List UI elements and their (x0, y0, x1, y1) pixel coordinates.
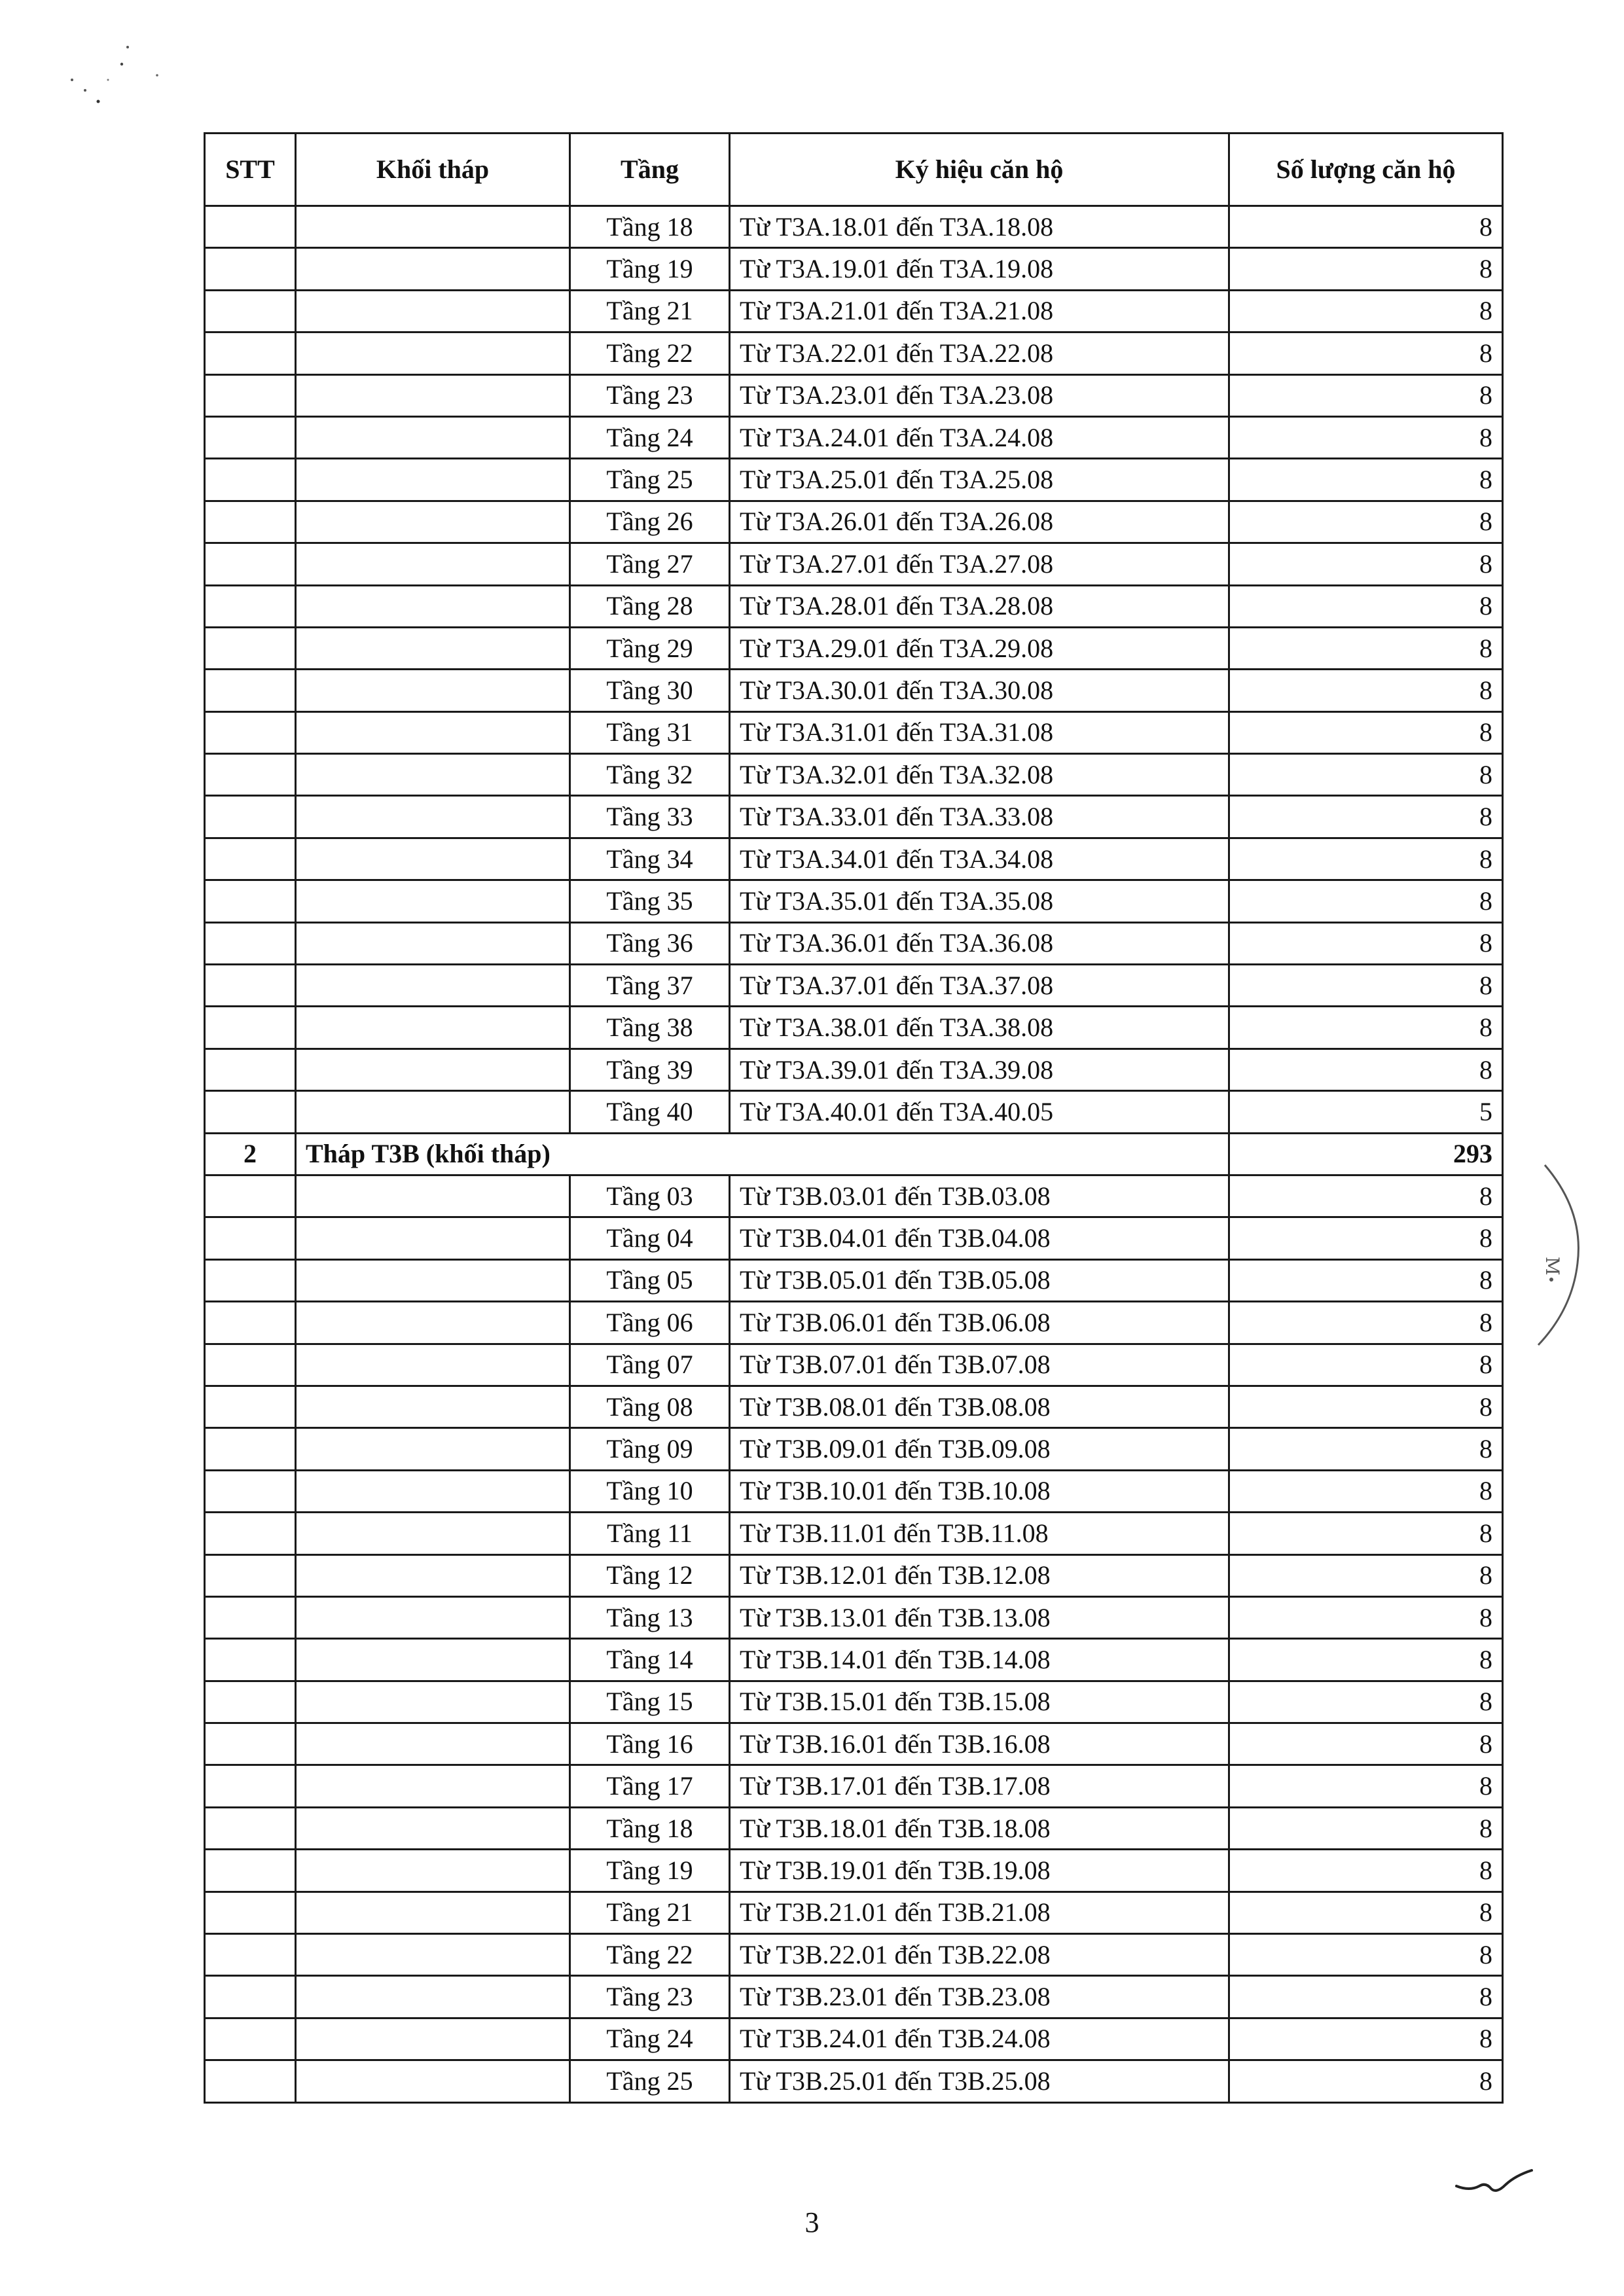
cell-stt (205, 1934, 296, 1976)
table-row (205, 1976, 1503, 2018)
table-row (205, 880, 1503, 922)
cell-ky-hieu: Từ T3B.23.01 đến T3B.23.08 (730, 1976, 1229, 2018)
cell-stt (205, 838, 296, 880)
cell-so-luong: 8 (1229, 585, 1503, 627)
table-row (205, 2060, 1503, 2102)
cell-stt (205, 1807, 296, 1849)
table-row (205, 332, 1503, 374)
table-row (205, 1007, 1503, 1049)
table-row (205, 1091, 1503, 1133)
cell-khoi-thap (296, 1217, 570, 1259)
table-row (205, 1259, 1503, 1301)
table-row (205, 248, 1503, 290)
cell-khoi-thap (296, 1850, 570, 1892)
group-khoi-thap: Tháp T3B (khối tháp) (296, 1133, 1229, 1175)
cell-tang: Tầng 25 (570, 459, 730, 501)
cell-tang: Tầng 13 (570, 1596, 730, 1638)
stamp-mark (1532, 1158, 1591, 1355)
cell-stt (205, 965, 296, 1007)
cell-stt (205, 796, 296, 838)
cell-stt (205, 1217, 296, 1259)
cell-khoi-thap (296, 332, 570, 374)
table-row (205, 1681, 1503, 1723)
cell-tang: Tầng 28 (570, 585, 730, 627)
cell-khoi-thap (296, 1007, 570, 1049)
cell-so-luong: 8 (1229, 1217, 1503, 1259)
cell-so-luong: 8 (1229, 290, 1503, 332)
cell-so-luong: 8 (1229, 1639, 1503, 1681)
cell-so-luong: 8 (1229, 1723, 1503, 1765)
cell-so-luong: 8 (1229, 206, 1503, 248)
table-header-row (205, 134, 1503, 206)
cell-stt (205, 1850, 296, 1892)
cell-stt (205, 543, 296, 585)
cell-tang: Tầng 12 (570, 1554, 730, 1596)
cell-so-luong: 8 (1229, 1049, 1503, 1090)
cell-khoi-thap (296, 1470, 570, 1512)
cell-so-luong: 8 (1229, 1513, 1503, 1554)
cell-tang: Tầng 21 (570, 290, 730, 332)
table-row (205, 1302, 1503, 1344)
table-row (205, 1850, 1503, 1892)
cell-tang: Tầng 27 (570, 543, 730, 585)
cell-stt (205, 922, 296, 964)
cell-ky-hieu: Từ T3B.03.01 đến T3B.03.08 (730, 1175, 1229, 1217)
table-row (205, 206, 1503, 248)
table-row (205, 1934, 1503, 1976)
cell-tang: Tầng 36 (570, 922, 730, 964)
table-row (205, 1470, 1503, 1512)
header-tang: Tầng (570, 134, 730, 206)
cell-khoi-thap (296, 1513, 570, 1554)
cell-stt (205, 670, 296, 711)
cell-so-luong: 8 (1229, 1175, 1503, 1217)
cell-tang: Tầng 38 (570, 1007, 730, 1049)
cell-ky-hieu: Từ T3A.30.01 đến T3A.30.08 (730, 670, 1229, 711)
cell-khoi-thap (296, 1386, 570, 1427)
cell-khoi-thap (296, 290, 570, 332)
cell-khoi-thap (296, 796, 570, 838)
cell-ky-hieu: Từ T3B.15.01 đến T3B.15.08 (730, 1681, 1229, 1723)
table-row (205, 711, 1503, 753)
table-row (205, 1639, 1503, 1681)
cell-tang: Tầng 08 (570, 1386, 730, 1427)
cell-khoi-thap (296, 1344, 570, 1386)
cell-ky-hieu: Từ T3A.39.01 đến T3A.39.08 (730, 1049, 1229, 1090)
cell-khoi-thap (296, 2060, 570, 2102)
table-row (205, 1554, 1503, 1596)
cell-tang: Tầng 07 (570, 1344, 730, 1386)
cell-ky-hieu: Từ T3A.31.01 đến T3A.31.08 (730, 711, 1229, 753)
cell-khoi-thap (296, 1934, 570, 1976)
cell-khoi-thap (296, 206, 570, 248)
cell-ky-hieu: Từ T3A.21.01 đến T3A.21.08 (730, 290, 1229, 332)
cell-tang: Tầng 29 (570, 627, 730, 669)
table-row (205, 1513, 1503, 1554)
cell-so-luong: 8 (1229, 1470, 1503, 1512)
table-row (205, 1892, 1503, 1933)
cell-stt (205, 1007, 296, 1049)
cell-ky-hieu: Từ T3A.38.01 đến T3A.38.08 (730, 1007, 1229, 1049)
cell-khoi-thap (296, 1892, 570, 1933)
cell-ky-hieu: Từ T3A.40.01 đến T3A.40.05 (730, 1091, 1229, 1133)
cell-stt (205, 627, 296, 669)
cell-ky-hieu: Từ T3A.32.01 đến T3A.32.08 (730, 754, 1229, 796)
cell-ky-hieu: Từ T3B.25.01 đến T3B.25.08 (730, 2060, 1229, 2102)
cell-khoi-thap (296, 711, 570, 753)
cell-khoi-thap (296, 1554, 570, 1596)
cell-stt (205, 1639, 296, 1681)
cell-ky-hieu: Từ T3A.34.01 đến T3A.34.08 (730, 838, 1229, 880)
cell-tang: Tầng 21 (570, 1892, 730, 1933)
cell-stt (205, 290, 296, 332)
table-row (205, 838, 1503, 880)
cell-khoi-thap (296, 880, 570, 922)
cell-tang: Tầng 39 (570, 1049, 730, 1090)
cell-ky-hieu: Từ T3A.23.01 đến T3A.23.08 (730, 374, 1229, 416)
table-row (205, 2018, 1503, 2060)
table-row (205, 543, 1503, 585)
cell-stt (205, 585, 296, 627)
cell-stt (205, 248, 296, 290)
cell-so-luong: 8 (1229, 416, 1503, 458)
cell-tang: Tầng 03 (570, 1175, 730, 1217)
cell-stt (205, 459, 296, 501)
cell-tang: Tầng 26 (570, 501, 730, 543)
cell-ky-hieu: Từ T3B.24.01 đến T3B.24.08 (730, 2018, 1229, 2060)
cell-tang: Tầng 25 (570, 2060, 730, 2102)
cell-tang: Tầng 22 (570, 332, 730, 374)
cell-khoi-thap (296, 543, 570, 585)
cell-tang: Tầng 23 (570, 1976, 730, 2018)
cell-ky-hieu: Từ T3B.17.01 đến T3B.17.08 (730, 1765, 1229, 1807)
cell-tang: Tầng 04 (570, 1217, 730, 1259)
cell-ky-hieu: Từ T3A.19.01 đến T3A.19.08 (730, 248, 1229, 290)
table-row (205, 1723, 1503, 1765)
cell-khoi-thap (296, 459, 570, 501)
cell-so-luong: 8 (1229, 1344, 1503, 1386)
cell-ky-hieu: Từ T3B.12.01 đến T3B.12.08 (730, 1554, 1229, 1596)
cell-ky-hieu: Từ T3B.10.01 đến T3B.10.08 (730, 1470, 1229, 1512)
cell-tang: Tầng 16 (570, 1723, 730, 1765)
cell-khoi-thap (296, 1428, 570, 1470)
svg-text:M: M (1542, 1257, 1563, 1276)
cell-ky-hieu: Từ T3B.09.01 đến T3B.09.08 (730, 1428, 1229, 1470)
cell-so-luong: 8 (1229, 754, 1503, 796)
table-row (205, 1765, 1503, 1807)
cell-ky-hieu: Từ T3A.22.01 đến T3A.22.08 (730, 332, 1229, 374)
cell-ky-hieu: Từ T3B.21.01 đến T3B.21.08 (730, 1892, 1229, 1933)
cell-ky-hieu: Từ T3B.11.01 đến T3B.11.08 (730, 1513, 1229, 1554)
cell-tang: Tầng 06 (570, 1302, 730, 1344)
cell-khoi-thap (296, 627, 570, 669)
group-row-t3b (205, 1133, 1503, 1175)
initials-signature (1453, 2166, 1538, 2199)
cell-stt (205, 1302, 296, 1344)
cell-stt (205, 880, 296, 922)
cell-khoi-thap (296, 1639, 570, 1681)
cell-so-luong: 8 (1229, 1386, 1503, 1427)
table-row (205, 1386, 1503, 1427)
table-row (205, 585, 1503, 627)
cell-so-luong: 8 (1229, 2018, 1503, 2060)
cell-so-luong: 5 (1229, 1091, 1503, 1133)
cell-so-luong: 8 (1229, 1807, 1503, 1849)
cell-stt (205, 206, 296, 248)
cell-ky-hieu: Từ T3A.24.01 đến T3A.24.08 (730, 416, 1229, 458)
cell-ky-hieu: Từ T3A.33.01 đến T3A.33.08 (730, 796, 1229, 838)
table-row (205, 1596, 1503, 1638)
cell-so-luong: 8 (1229, 838, 1503, 880)
cell-ky-hieu: Từ T3B.19.01 đến T3B.19.08 (730, 1850, 1229, 1892)
cell-tang: Tầng 40 (570, 1091, 730, 1133)
cell-khoi-thap (296, 416, 570, 458)
cell-tang: Tầng 22 (570, 1934, 730, 1976)
group-stt: 2 (205, 1133, 296, 1175)
scan-specks (59, 39, 170, 118)
cell-tang: Tầng 15 (570, 1681, 730, 1723)
cell-tang: Tầng 23 (570, 374, 730, 416)
group-so-luong: 293 (1229, 1133, 1503, 1175)
cell-tang: Tầng 24 (570, 416, 730, 458)
cell-ky-hieu: Từ T3A.18.01 đến T3A.18.08 (730, 206, 1229, 248)
cell-tang: Tầng 11 (570, 1513, 730, 1554)
cell-ky-hieu: Từ T3B.08.01 đến T3B.08.08 (730, 1386, 1229, 1427)
cell-ky-hieu: Từ T3B.16.01 đến T3B.16.08 (730, 1723, 1229, 1765)
cell-so-luong: 8 (1229, 332, 1503, 374)
cell-ky-hieu: Từ T3A.29.01 đến T3A.29.08 (730, 627, 1229, 669)
cell-stt (205, 2060, 296, 2102)
cell-khoi-thap (296, 1175, 570, 1217)
cell-so-luong: 8 (1229, 711, 1503, 753)
cell-stt (205, 1723, 296, 1765)
table-row (205, 796, 1503, 838)
cell-so-luong: 8 (1229, 627, 1503, 669)
cell-khoi-thap (296, 585, 570, 627)
table-row (205, 1807, 1503, 1849)
cell-stt (205, 754, 296, 796)
cell-so-luong: 8 (1229, 1554, 1503, 1596)
cell-khoi-thap (296, 1259, 570, 1301)
table-row (205, 416, 1503, 458)
cell-stt (205, 416, 296, 458)
cell-stt (205, 1892, 296, 1933)
cell-so-luong: 8 (1229, 1596, 1503, 1638)
cell-so-luong: 8 (1229, 1934, 1503, 1976)
cell-ky-hieu: Từ T3A.36.01 đến T3A.36.08 (730, 922, 1229, 964)
cell-stt (205, 1175, 296, 1217)
cell-stt (205, 1681, 296, 1723)
cell-tang: Tầng 10 (570, 1470, 730, 1512)
cell-khoi-thap (296, 1976, 570, 2018)
header-ky-hieu: Ký hiệu căn hộ (730, 134, 1229, 206)
cell-ky-hieu: Từ T3B.04.01 đến T3B.04.08 (730, 1217, 1229, 1259)
cell-so-luong: 8 (1229, 965, 1503, 1007)
cell-khoi-thap (296, 1765, 570, 1807)
cell-tang: Tầng 24 (570, 2018, 730, 2060)
cell-tang: Tầng 33 (570, 796, 730, 838)
table-row (205, 965, 1503, 1007)
header-so-luong: Số lượng căn hộ (1229, 134, 1503, 206)
cell-stt (205, 1596, 296, 1638)
page-number: 3 (804, 2206, 820, 2238)
cell-khoi-thap (296, 1807, 570, 1849)
cell-khoi-thap (296, 754, 570, 796)
cell-stt (205, 1554, 296, 1596)
cell-stt (205, 1259, 296, 1301)
cell-so-luong: 8 (1229, 1302, 1503, 1344)
cell-stt (205, 1344, 296, 1386)
cell-tang: Tầng 32 (570, 754, 730, 796)
table-row (205, 374, 1503, 416)
table-row (205, 670, 1503, 711)
cell-tang: Tầng 31 (570, 711, 730, 753)
cell-stt (205, 1428, 296, 1470)
cell-khoi-thap (296, 838, 570, 880)
cell-so-luong: 8 (1229, 1976, 1503, 2018)
cell-khoi-thap (296, 501, 570, 543)
cell-khoi-thap (296, 1681, 570, 1723)
cell-ky-hieu: Từ T3B.06.01 đến T3B.06.08 (730, 1302, 1229, 1344)
header-khoi-thap: Khối tháp (296, 134, 570, 206)
cell-stt (205, 2018, 296, 2060)
cell-so-luong: 8 (1229, 501, 1503, 543)
cell-so-luong: 8 (1229, 1428, 1503, 1470)
cell-ky-hieu: Từ T3A.35.01 đến T3A.35.08 (730, 880, 1229, 922)
cell-tang: Tầng 34 (570, 838, 730, 880)
cell-so-luong: 8 (1229, 1850, 1503, 1892)
table-row (205, 1049, 1503, 1090)
cell-stt (205, 1513, 296, 1554)
cell-so-luong: 8 (1229, 543, 1503, 585)
cell-stt (205, 1091, 296, 1133)
cell-stt (205, 374, 296, 416)
cell-stt (205, 1976, 296, 2018)
cell-ky-hieu: Từ T3B.07.01 đến T3B.07.08 (730, 1344, 1229, 1386)
cell-ky-hieu: Từ T3A.37.01 đến T3A.37.08 (730, 965, 1229, 1007)
cell-stt (205, 1765, 296, 1807)
table-row (205, 1344, 1503, 1386)
cell-so-luong: 8 (1229, 880, 1503, 922)
apartment-table (204, 132, 1504, 2104)
cell-so-luong: 8 (1229, 670, 1503, 711)
cell-ky-hieu: Từ T3B.22.01 đến T3B.22.08 (730, 1934, 1229, 1976)
cell-tang: Tầng 17 (570, 1765, 730, 1807)
table-row (205, 922, 1503, 964)
cell-tang: Tầng 14 (570, 1639, 730, 1681)
cell-so-luong: 8 (1229, 1007, 1503, 1049)
cell-ky-hieu: Từ T3B.18.01 đến T3B.18.08 (730, 1807, 1229, 1849)
cell-stt (205, 1386, 296, 1427)
cell-khoi-thap (296, 1596, 570, 1638)
cell-tang: Tầng 19 (570, 1850, 730, 1892)
cell-ky-hieu: Từ T3A.26.01 đến T3A.26.08 (730, 501, 1229, 543)
cell-tang: Tầng 19 (570, 248, 730, 290)
cell-khoi-thap (296, 1091, 570, 1133)
cell-tang: Tầng 30 (570, 670, 730, 711)
table-row (205, 1175, 1503, 1217)
cell-stt (205, 1470, 296, 1512)
cell-so-luong: 8 (1229, 1892, 1503, 1933)
cell-ky-hieu: Từ T3A.25.01 đến T3A.25.08 (730, 459, 1229, 501)
cell-so-luong: 8 (1229, 1259, 1503, 1301)
cell-so-luong: 8 (1229, 1765, 1503, 1807)
cell-tang: Tầng 05 (570, 1259, 730, 1301)
cell-khoi-thap (296, 965, 570, 1007)
cell-so-luong: 8 (1229, 796, 1503, 838)
cell-so-luong: 8 (1229, 922, 1503, 964)
cell-tang: Tầng 18 (570, 206, 730, 248)
table-row (205, 459, 1503, 501)
table-row (205, 1428, 1503, 1470)
cell-khoi-thap (296, 670, 570, 711)
cell-khoi-thap (296, 248, 570, 290)
cell-so-luong: 8 (1229, 459, 1503, 501)
table-row (205, 627, 1503, 669)
table-row (205, 754, 1503, 796)
cell-khoi-thap (296, 2018, 570, 2060)
cell-ky-hieu: Từ T3B.05.01 đến T3B.05.08 (730, 1259, 1229, 1301)
cell-khoi-thap (296, 1302, 570, 1344)
cell-khoi-thap (296, 1723, 570, 1765)
cell-tang: Tầng 18 (570, 1807, 730, 1849)
cell-stt (205, 332, 296, 374)
cell-ky-hieu: Từ T3B.14.01 đến T3B.14.08 (730, 1639, 1229, 1681)
cell-stt (205, 501, 296, 543)
cell-ky-hieu: Từ T3B.13.01 đến T3B.13.08 (730, 1596, 1229, 1638)
cell-tang: Tầng 09 (570, 1428, 730, 1470)
header-stt: STT (205, 134, 296, 206)
table-row (205, 501, 1503, 543)
cell-ky-hieu: Từ T3A.27.01 đến T3A.27.08 (730, 543, 1229, 585)
cell-ky-hieu: Từ T3A.28.01 đến T3A.28.08 (730, 585, 1229, 627)
cell-stt (205, 711, 296, 753)
cell-khoi-thap (296, 374, 570, 416)
table-row (205, 1217, 1503, 1259)
cell-so-luong: 8 (1229, 2060, 1503, 2102)
cell-khoi-thap (296, 1049, 570, 1090)
cell-tang: Tầng 37 (570, 965, 730, 1007)
cell-so-luong: 8 (1229, 1681, 1503, 1723)
cell-khoi-thap (296, 922, 570, 964)
cell-tang: Tầng 35 (570, 880, 730, 922)
cell-so-luong: 8 (1229, 374, 1503, 416)
table-row (205, 290, 1503, 332)
cell-stt (205, 1049, 296, 1090)
cell-so-luong: 8 (1229, 248, 1503, 290)
